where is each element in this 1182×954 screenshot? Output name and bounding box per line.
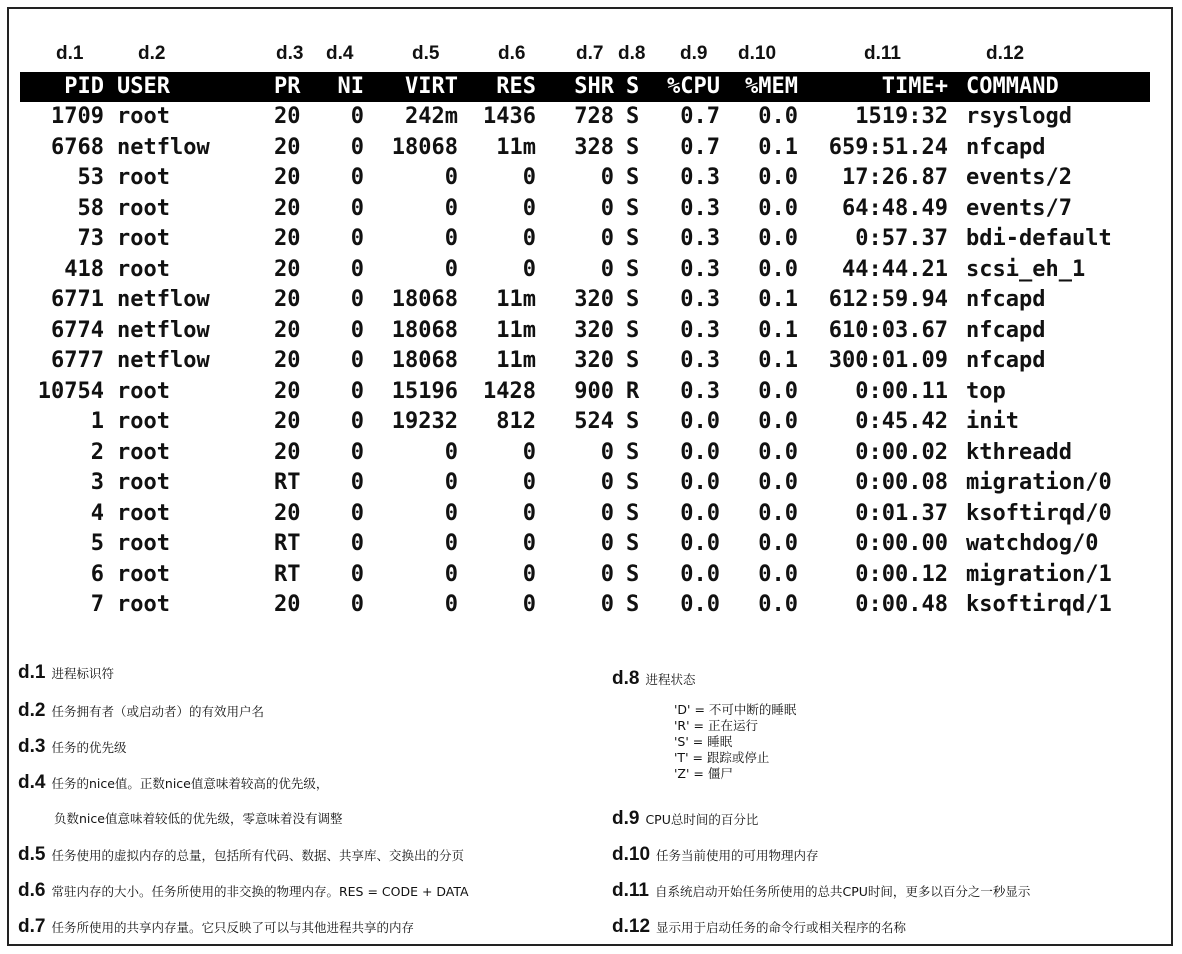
legend-key: d.5 <box>18 844 46 865</box>
cell-time: 1519:32 <box>855 104 948 129</box>
cell-shr: 728 <box>574 104 614 129</box>
cell-state: S <box>626 165 640 190</box>
cell-state: S <box>626 317 640 343</box>
cell-pr: 20 <box>274 378 301 404</box>
legend-text: 进程标识符 <box>51 666 114 681</box>
cell-command: bdi-default <box>966 226 1112 251</box>
cell-command: ksoftirqd/0 <box>966 500 1112 526</box>
cell-pid: 418 <box>64 256 104 282</box>
legend-key: d.9 <box>612 808 640 829</box>
legend-item <box>612 808 758 830</box>
cell-virt: 0 <box>444 226 458 251</box>
process-state-item: 'D' = 不可中断的睡眠 <box>674 702 797 717</box>
cell-shr: 0 <box>600 226 614 251</box>
cell-pr: 20 <box>274 104 301 129</box>
cell-pid: 7 <box>90 592 104 617</box>
cell-pr: 20 <box>274 317 301 343</box>
cell-command: kthreadd <box>966 439 1072 465</box>
cell-ni: 0 <box>350 439 364 465</box>
cell-cpu: 0.3 <box>680 348 720 373</box>
cell-time: 0:00.08 <box>855 470 948 495</box>
cell-time: 0:45.42 <box>855 409 948 434</box>
cell-user: netflow <box>117 134 210 160</box>
cell-user: root <box>117 561 170 587</box>
cell-res: 11m <box>496 348 536 373</box>
legend-item <box>18 916 414 938</box>
cell-shr: 0 <box>600 256 614 282</box>
legend-key: d.6 <box>18 880 46 901</box>
cell-pid: 53 <box>77 165 104 190</box>
cell-cpu: 0.3 <box>680 287 720 312</box>
cell-ni: 0 <box>350 470 364 495</box>
cell-time: 0:00.12 <box>855 561 948 587</box>
cell-state: S <box>626 592 640 617</box>
cell-mem: 0.0 <box>758 561 798 587</box>
cell-virt: 0 <box>444 165 458 190</box>
cell-state: S <box>626 134 640 160</box>
cell-virt: 242m <box>405 104 458 129</box>
legend-item <box>54 808 342 827</box>
cell-res: 0 <box>522 531 536 556</box>
cell-mem: 0.0 <box>758 195 798 221</box>
cell-mem: 0.0 <box>758 531 798 556</box>
legend-key: d.12 <box>612 916 651 937</box>
process-state-item: 'R' = 正在运行 <box>674 718 758 733</box>
cell-command: scsi_eh_1 <box>966 256 1086 282</box>
legend-text: 任务当前使用的可用物理内存 <box>656 848 819 863</box>
column-code: d.8 <box>618 43 646 64</box>
cell-virt: 0 <box>444 500 458 526</box>
cell-mem: 0.0 <box>758 378 798 404</box>
cell-ni: 0 <box>350 104 364 129</box>
cell-virt: 0 <box>444 531 458 556</box>
legend-item <box>18 662 114 684</box>
cell-time: 0:00.00 <box>855 531 948 556</box>
column-code: d.1 <box>56 43 84 64</box>
process-state-item: 'Z' = 僵尸 <box>674 766 733 781</box>
cell-pid: 4 <box>90 500 104 526</box>
cell-cpu: 0.3 <box>680 378 720 404</box>
cell-mem: 0.1 <box>758 287 798 312</box>
cell-user: root <box>117 165 170 190</box>
legend-item-d8 <box>612 668 695 690</box>
cell-command: migration/0 <box>966 470 1112 495</box>
cell-time: 612:59.94 <box>828 287 948 312</box>
cell-time: 0:01.37 <box>855 500 948 526</box>
cell-pr: 20 <box>274 165 301 190</box>
legend-key: d.3 <box>18 736 46 757</box>
cell-virt: 0 <box>444 195 458 221</box>
cell-pr: 20 <box>274 439 301 465</box>
table-row <box>20 560 1150 591</box>
legend-item <box>18 700 264 722</box>
cell-ni: 0 <box>350 378 364 404</box>
cell-cpu: 0.3 <box>680 165 720 190</box>
column-code: d.10 <box>738 43 777 64</box>
table-row <box>20 346 1150 377</box>
cell-user: root <box>117 226 170 251</box>
cell-mem: 0.0 <box>758 104 798 129</box>
cell-time: 300:01.09 <box>828 348 948 373</box>
column-code: d.7 <box>576 43 604 64</box>
cell-state: S <box>626 195 640 221</box>
cell-mem: 0.0 <box>758 439 798 465</box>
cell-ni: 0 <box>350 561 364 587</box>
cell-command: ksoftirqd/1 <box>966 592 1112 617</box>
header-command: COMMAND <box>966 74 1059 99</box>
cell-pid: 58 <box>77 195 104 221</box>
cell-virt: 18068 <box>391 317 458 343</box>
legend-key: d.10 <box>612 844 651 865</box>
cell-res: 0 <box>522 470 536 495</box>
cell-shr: 0 <box>600 195 614 221</box>
cell-pr: 20 <box>274 195 301 221</box>
cell-user: netflow <box>117 348 210 373</box>
cell-res: 0 <box>522 592 536 617</box>
cell-user: root <box>117 104 170 129</box>
cell-cpu: 0.0 <box>680 561 720 587</box>
cell-ni: 0 <box>350 287 364 312</box>
header-user: USER <box>117 74 170 99</box>
cell-ni: 0 <box>350 134 364 160</box>
cell-pid: 2 <box>90 439 104 465</box>
cell-ni: 0 <box>350 348 364 373</box>
column-code: d.3 <box>276 43 304 64</box>
column-code: d.12 <box>986 43 1025 64</box>
cell-user: netflow <box>117 287 210 312</box>
cell-res: 0 <box>522 165 536 190</box>
legend-text: CPU总时间的百分比 <box>645 812 759 827</box>
cell-user: root <box>117 409 170 434</box>
cell-ni: 0 <box>350 165 364 190</box>
cell-ni: 0 <box>350 195 364 221</box>
cell-command: migration/1 <box>966 561 1112 587</box>
cell-res: 0 <box>522 195 536 221</box>
legend-text: 任务使用的虚拟内存的总量，包括所有代码、数据、共享库、交换出的分页 <box>51 848 464 863</box>
cell-state: S <box>626 561 640 587</box>
cell-user: root <box>117 470 170 495</box>
cell-pr: 20 <box>274 226 301 251</box>
table-row <box>20 285 1150 316</box>
cell-mem: 0.0 <box>758 592 798 617</box>
cell-shr: 328 <box>574 134 614 160</box>
cell-time: 64:48.49 <box>842 195 948 221</box>
cell-shr: 0 <box>600 439 614 465</box>
table-row <box>20 163 1150 194</box>
process-table <box>20 36 1150 621</box>
header-cpu: %CPU <box>667 74 720 99</box>
cell-shr: 900 <box>574 378 614 404</box>
table-row <box>20 194 1150 225</box>
cell-pr: RT <box>274 531 301 556</box>
cell-res: 0 <box>522 561 536 587</box>
cell-time: 44:44.21 <box>842 256 948 282</box>
cell-res: 0 <box>522 226 536 251</box>
table-row <box>20 316 1150 347</box>
process-state-item: 'S' = 睡眠 <box>674 734 733 749</box>
cell-cpu: 0.0 <box>680 470 720 495</box>
cell-virt: 0 <box>444 256 458 282</box>
header-virt: VIRT <box>405 74 458 99</box>
cell-user: root <box>117 439 170 465</box>
cell-user: root <box>117 592 170 617</box>
cell-pid: 3 <box>90 470 104 495</box>
legend-item <box>18 844 464 866</box>
cell-virt: 0 <box>444 561 458 587</box>
cell-cpu: 0.0 <box>680 409 720 434</box>
cell-command: watchdog/0 <box>966 531 1099 556</box>
cell-pid: 5 <box>90 531 104 556</box>
cell-pr: RT <box>274 470 301 495</box>
cell-state: R <box>626 378 640 404</box>
cell-mem: 0.1 <box>758 317 798 343</box>
cell-state: S <box>626 439 640 465</box>
cell-shr: 0 <box>600 470 614 495</box>
legend-key: d.1 <box>18 662 46 683</box>
cell-user: root <box>117 531 170 556</box>
cell-pid: 6 <box>90 561 104 587</box>
cell-user: root <box>117 256 170 282</box>
cell-virt: 0 <box>444 470 458 495</box>
cell-pr: 20 <box>274 256 301 282</box>
cell-state: S <box>626 409 640 434</box>
header-ni: NI <box>337 74 364 99</box>
legend-text: 任务的优先级 <box>51 740 127 755</box>
legend-item <box>612 844 819 866</box>
legend-key: d.8 <box>612 668 640 689</box>
cell-shr: 320 <box>574 317 614 343</box>
legend-text: 显示用于启动任务的命令行或相关程序的名称 <box>656 920 907 935</box>
cell-pr: 20 <box>274 500 301 526</box>
cell-cpu: 0.0 <box>680 592 720 617</box>
cell-command: rsyslogd <box>966 104 1072 129</box>
cell-shr: 0 <box>600 592 614 617</box>
legend-item <box>18 880 469 902</box>
cell-pid: 6768 <box>51 134 104 160</box>
cell-shr: 0 <box>600 531 614 556</box>
cell-res: 11m <box>496 287 536 312</box>
table-row <box>20 407 1150 438</box>
column-code: d.5 <box>412 43 440 64</box>
cell-command: nfcapd <box>966 134 1046 160</box>
cell-time: 17:26.87 <box>842 165 948 190</box>
cell-shr: 320 <box>574 287 614 312</box>
cell-cpu: 0.3 <box>680 195 720 221</box>
cell-cpu: 0.0 <box>680 500 720 526</box>
cell-time: 610:03.67 <box>828 317 948 343</box>
header-pid: PID <box>64 74 104 99</box>
cell-res: 812 <box>496 409 536 434</box>
table-row <box>20 529 1150 560</box>
cell-state: S <box>626 104 640 129</box>
legend-key: d.11 <box>612 880 649 901</box>
cell-cpu: 0.7 <box>680 104 720 129</box>
table-row <box>20 377 1150 408</box>
legend-item <box>612 916 906 938</box>
header-pr: PR <box>274 74 301 99</box>
cell-mem: 0.1 <box>758 348 798 373</box>
cell-pr: 20 <box>274 287 301 312</box>
header-s: S <box>626 74 640 99</box>
legend-text: 任务的nice值。正数nice值意味着较高的优先级， <box>51 776 329 791</box>
cell-pr: 20 <box>274 592 301 617</box>
cell-cpu: 0.0 <box>680 531 720 556</box>
legend-text: 负数nice值意味着较低的优先级，零意味着没有调整 <box>54 811 343 826</box>
cell-time: 0:57.37 <box>855 226 948 251</box>
cell-shr: 0 <box>600 500 614 526</box>
cell-virt: 15196 <box>391 378 458 404</box>
cell-mem: 0.0 <box>758 470 798 495</box>
cell-mem: 0.0 <box>758 409 798 434</box>
cell-state: S <box>626 348 640 373</box>
cell-res: 11m <box>496 317 536 343</box>
cell-pid: 1 <box>90 409 104 434</box>
cell-pid: 10754 <box>37 378 104 404</box>
cell-shr: 320 <box>574 348 614 373</box>
legend-text: 常驻内存的大小。任务所使用的非交换的物理内存。RES = CODE + DATA <box>51 884 469 899</box>
cell-mem: 0.0 <box>758 256 798 282</box>
cell-command: top <box>966 378 1006 404</box>
cell-user: root <box>117 500 170 526</box>
cell-command: nfcapd <box>966 317 1046 343</box>
cell-virt: 0 <box>444 592 458 617</box>
legend-text: 进程状态 <box>645 672 696 687</box>
cell-ni: 0 <box>350 226 364 251</box>
cell-time: 659:51.24 <box>828 134 948 160</box>
legend-text: 自系统启动开始任务所使用的总共CPU时间，更多以百分之一秒显示 <box>654 884 1031 899</box>
cell-ni: 0 <box>350 500 364 526</box>
cell-time: 0:00.48 <box>855 592 948 617</box>
cell-res: 1428 <box>483 378 536 404</box>
cell-res: 0 <box>522 256 536 282</box>
legend-item <box>18 736 126 758</box>
table-header <box>20 72 1150 102</box>
cell-time: 0:00.02 <box>855 439 948 465</box>
cell-pid: 1709 <box>51 104 104 129</box>
cell-mem: 0.0 <box>758 500 798 526</box>
column-code: d.4 <box>326 43 354 64</box>
cell-res: 1436 <box>483 104 536 129</box>
cell-state: S <box>626 287 640 312</box>
cell-ni: 0 <box>350 531 364 556</box>
cell-pr: 20 <box>274 409 301 434</box>
cell-ni: 0 <box>350 317 364 343</box>
cell-virt: 0 <box>444 439 458 465</box>
cell-time: 0:00.11 <box>855 378 948 404</box>
cell-cpu: 0.3 <box>680 256 720 282</box>
process-rows <box>20 102 1150 621</box>
column-code: d.9 <box>680 43 708 64</box>
cell-res: 0 <box>522 439 536 465</box>
cell-pr: RT <box>274 561 301 587</box>
column-code-row <box>20 36 1150 72</box>
cell-command: events/7 <box>966 195 1072 221</box>
legend-text: 任务拥有者（或启动者）的有效用户名 <box>51 704 264 719</box>
cell-ni: 0 <box>350 592 364 617</box>
table-row <box>20 133 1150 164</box>
legend-item <box>612 880 1030 902</box>
legend-text: 任务所使用的共享内存量。它只反映了可以与其他进程共享的内存 <box>51 920 414 935</box>
cell-mem: 0.1 <box>758 134 798 160</box>
table-row <box>20 468 1150 499</box>
cell-pid: 6774 <box>51 317 104 343</box>
header-time: TIME+ <box>881 74 948 99</box>
table-row <box>20 102 1150 133</box>
cell-user: netflow <box>117 317 210 343</box>
cell-virt: 18068 <box>391 348 458 373</box>
header-res: RES <box>496 74 536 99</box>
header-mem: %MEM <box>745 74 798 99</box>
cell-mem: 0.0 <box>758 226 798 251</box>
cell-command: nfcapd <box>966 287 1046 312</box>
column-code: d.6 <box>498 43 526 64</box>
cell-state: S <box>626 226 640 251</box>
process-state-item: 'T' = 跟踪或停止 <box>674 750 770 765</box>
cell-state: S <box>626 256 640 282</box>
cell-shr: 524 <box>574 409 614 434</box>
cell-cpu: 0.7 <box>680 134 720 160</box>
cell-cpu: 0.3 <box>680 226 720 251</box>
column-code: d.2 <box>138 43 166 64</box>
header-shr: SHR <box>574 74 614 99</box>
table-row <box>20 499 1150 530</box>
cell-state: S <box>626 531 640 556</box>
cell-state: S <box>626 470 640 495</box>
cell-user: root <box>117 378 170 404</box>
table-row <box>20 438 1150 469</box>
cell-command: nfcapd <box>966 348 1046 373</box>
cell-state: S <box>626 500 640 526</box>
cell-ni: 0 <box>350 256 364 282</box>
cell-cpu: 0.0 <box>680 439 720 465</box>
cell-pid: 6777 <box>51 348 104 373</box>
cell-user: root <box>117 195 170 221</box>
table-row <box>20 590 1150 621</box>
legend-item <box>18 772 328 794</box>
cell-mem: 0.0 <box>758 165 798 190</box>
column-code: d.11 <box>864 43 901 64</box>
cell-shr: 0 <box>600 165 614 190</box>
legend-key: d.2 <box>18 700 46 721</box>
cell-cpu: 0.3 <box>680 317 720 343</box>
cell-virt: 19232 <box>391 409 458 434</box>
cell-pr: 20 <box>274 348 301 373</box>
table-row <box>20 255 1150 286</box>
cell-command: init <box>966 409 1019 434</box>
cell-res: 11m <box>496 134 536 160</box>
cell-pid: 73 <box>77 226 104 251</box>
cell-pr: 20 <box>274 134 301 160</box>
cell-command: events/2 <box>966 165 1072 190</box>
cell-pid: 6771 <box>51 287 104 312</box>
cell-res: 0 <box>522 500 536 526</box>
cell-virt: 18068 <box>391 287 458 312</box>
legend-key: d.7 <box>18 916 46 937</box>
cell-ni: 0 <box>350 409 364 434</box>
cell-virt: 18068 <box>391 134 458 160</box>
cell-shr: 0 <box>600 561 614 587</box>
table-row <box>20 224 1150 255</box>
legend-key: d.4 <box>18 772 46 793</box>
